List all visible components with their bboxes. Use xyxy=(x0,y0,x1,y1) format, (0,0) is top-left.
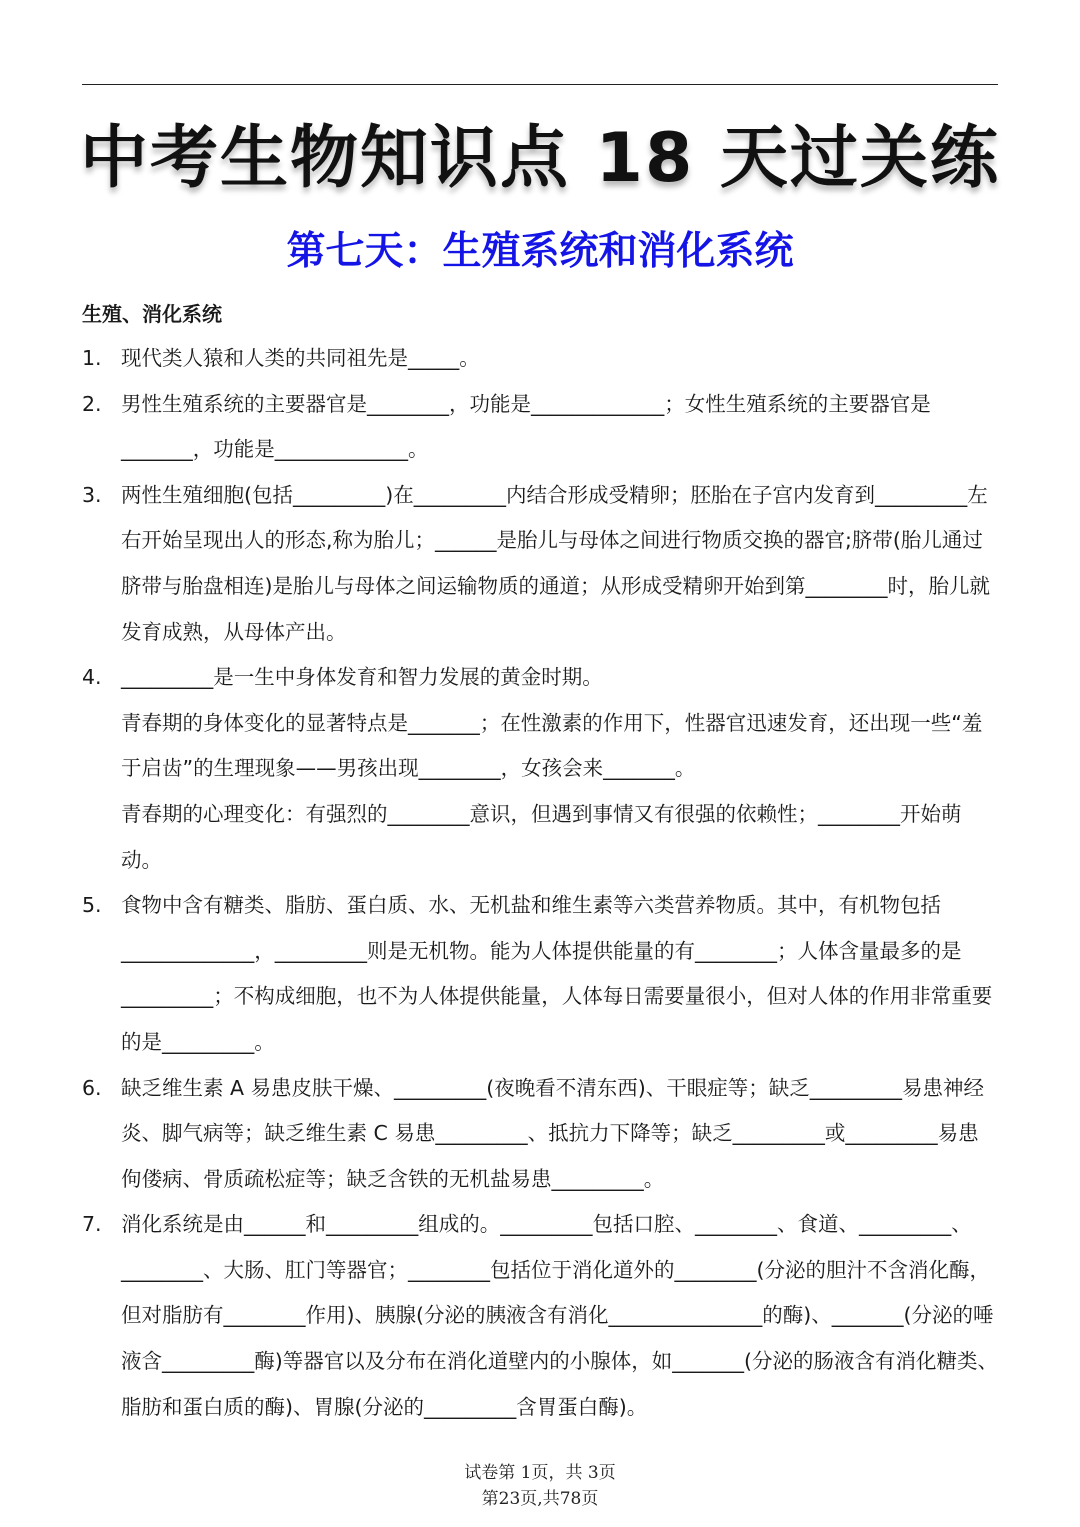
footer-total-pages: 第23页,共78页 xyxy=(481,1489,599,1509)
question-text: 食物中含有糖类、脂肪、蛋白质、水、无机盐和维生素等六类营养物质。其中，有机物包括_____________，_________则是无机物。能为人体提供能量的有________；人体含量最多的是_________；不构成细胞，也不为人体提供能量，人体每日需要量很小，但对人体的作用非常重要的是_________。 xyxy=(121,893,993,1054)
question-item-4 xyxy=(82,655,998,883)
question-number: 5. xyxy=(82,893,102,918)
question-text: _________是一生中身体发育和智力发展的黄金时期。 xyxy=(121,665,603,690)
question-number: 2. xyxy=(82,391,102,416)
top-rule xyxy=(82,84,998,85)
page-title: 中考生物知识点 18 天过关练 xyxy=(80,119,1000,198)
footer-page-count: 试卷第 1页，共 3页 xyxy=(464,1463,616,1483)
question-number: 4. xyxy=(82,665,102,690)
question-item-1 xyxy=(82,336,998,382)
question-text: 消化系统是由______和_________组成的。_________包括口腔、________、食道、_________、________、大肠、肛门等器官；________包括位于消化道外的________(分泌的胆汁不含消化酶，但对脂肪有________作用)、胰腺(分泌的胰液含有消化_______________的酶)、_______(分泌的唾液含_________酶)等器官以及分布在消化道壁内的小腺体，如_______(分泌的肠液含有消化糖类、脂肪和蛋白质的酶)、胃腺(分泌的_________含胃蛋白酶)。 xyxy=(121,1212,998,1419)
question-text: 现代类人猿和人类的共同祖先是_____。 xyxy=(121,346,480,370)
question-text: 缺乏维生素 A 易患皮肤干燥、_________(夜晚看不清东西)、干眼症等；缺乏_________易患神经炎、脚气病等；缺乏维生素 C 易患_________、抵抗力下降等；缺乏_________或_________易患佝偻病、骨质疏松症等；缺乏含铁的无机盐易患_________。 xyxy=(121,1075,985,1191)
question-item-3 xyxy=(82,473,998,655)
page-subtitle: 第七天：生殖系统和消化系统 xyxy=(286,229,794,274)
question-text: 青春期的身体变化的显著特点是_______；在性激素的作用下，性器官迅速发育，还出现一些“羞于启齿”的生理现象——男孩出现________，女孩会来_______。 xyxy=(121,710,983,781)
question-text: 两性生殖细胞(包括_________)在_________内结合形成受精卵；胚胎在子宫内发育到_________左右开始呈现出人的形态,称为胎儿；______是胎儿与母体之间进行物质交换的器官;脐带(胎儿通过脐带与胎盘相连)是胎儿与母体之间运输物质的通道；从形成受精卵开始到第________时，胎儿就发育成熟，从母体产出。 xyxy=(121,482,990,644)
question-number: 3. xyxy=(82,482,102,507)
question-item-6 xyxy=(82,1066,998,1203)
question-number: 7. xyxy=(82,1212,102,1237)
question-text: 青春期的心理变化：有强烈的________意识，但遇到事情又有很强的依赖性；________开始萌动。 xyxy=(121,801,962,872)
question-item-2 xyxy=(82,382,998,473)
section-heading: 生殖、消化系统 xyxy=(82,302,222,326)
question-text: 男性生殖系统的主要器官是________，功能是_____________；女性生殖系统的主要器官是_______，功能是_____________。 xyxy=(121,391,931,462)
question-item-5 xyxy=(82,883,998,1065)
question-item-7 xyxy=(82,1202,998,1430)
question-list xyxy=(82,336,998,1430)
question-number: 1. xyxy=(82,346,102,370)
question-number: 6. xyxy=(82,1075,102,1100)
